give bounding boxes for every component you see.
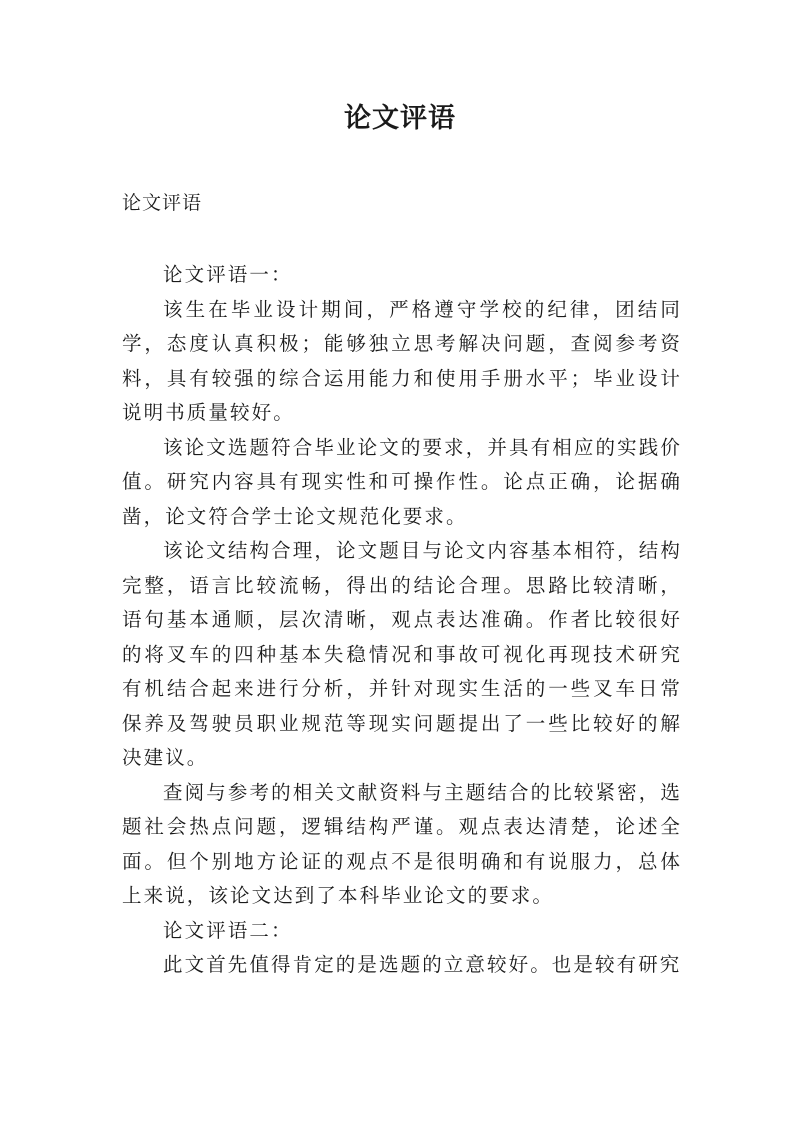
paragraph: 此文首先值得肯定的是选题的立意较好。也是较有研究 — [163, 953, 682, 976]
section-heading: 论文评语二： — [163, 918, 293, 942]
paragraph: 查阅与参考的相关文献资料与主题结合的比较紧密，选题社会热点问题，逻辑结构严谨。观点表达清楚，论述全面。但个别地方论证的观点不是很明确和有说服力，总体上来说，该论文达到了本科毕业论文的要求。 — [122, 780, 682, 907]
section-heading: 论文评语一： — [163, 263, 293, 286]
paragraph: 该生在毕业设计期间，严格遵守学校的纪律，团结同学，态度认真积极；能够独立思考解决问题，查阅参考资料，具有较强的综合运用能力和使用手册水平；毕业设计说明书质量较好。 — [122, 297, 682, 424]
paragraph: 该论文选题符合毕业论文的要求，并具有相应的实践价值。研究内容具有现实性和可操作性。论点正确，论据确凿，论文符合学士论文规范化要求。 — [122, 435, 682, 528]
document-body — [122, 258, 682, 983]
document-subtitle: 论文评语 — [122, 192, 203, 214]
paragraph: 该论文结构合理，论文题目与论文内容基本相符，结构完整，语言比较流畅，得出的结论合理。思路比较清晰，语句基本通顺，层次清晰，观点表达准确。作者比较很好的将叉车的四种基本失稳情况和事故可视化再现技术研究有机结合起来进行分析，并针对现实生活的一些叉车日常保养及驾驶员职业规范等现实问题提出了一些比较好的解决建议。 — [122, 539, 682, 769]
document-title: 论文评语 — [344, 103, 456, 134]
